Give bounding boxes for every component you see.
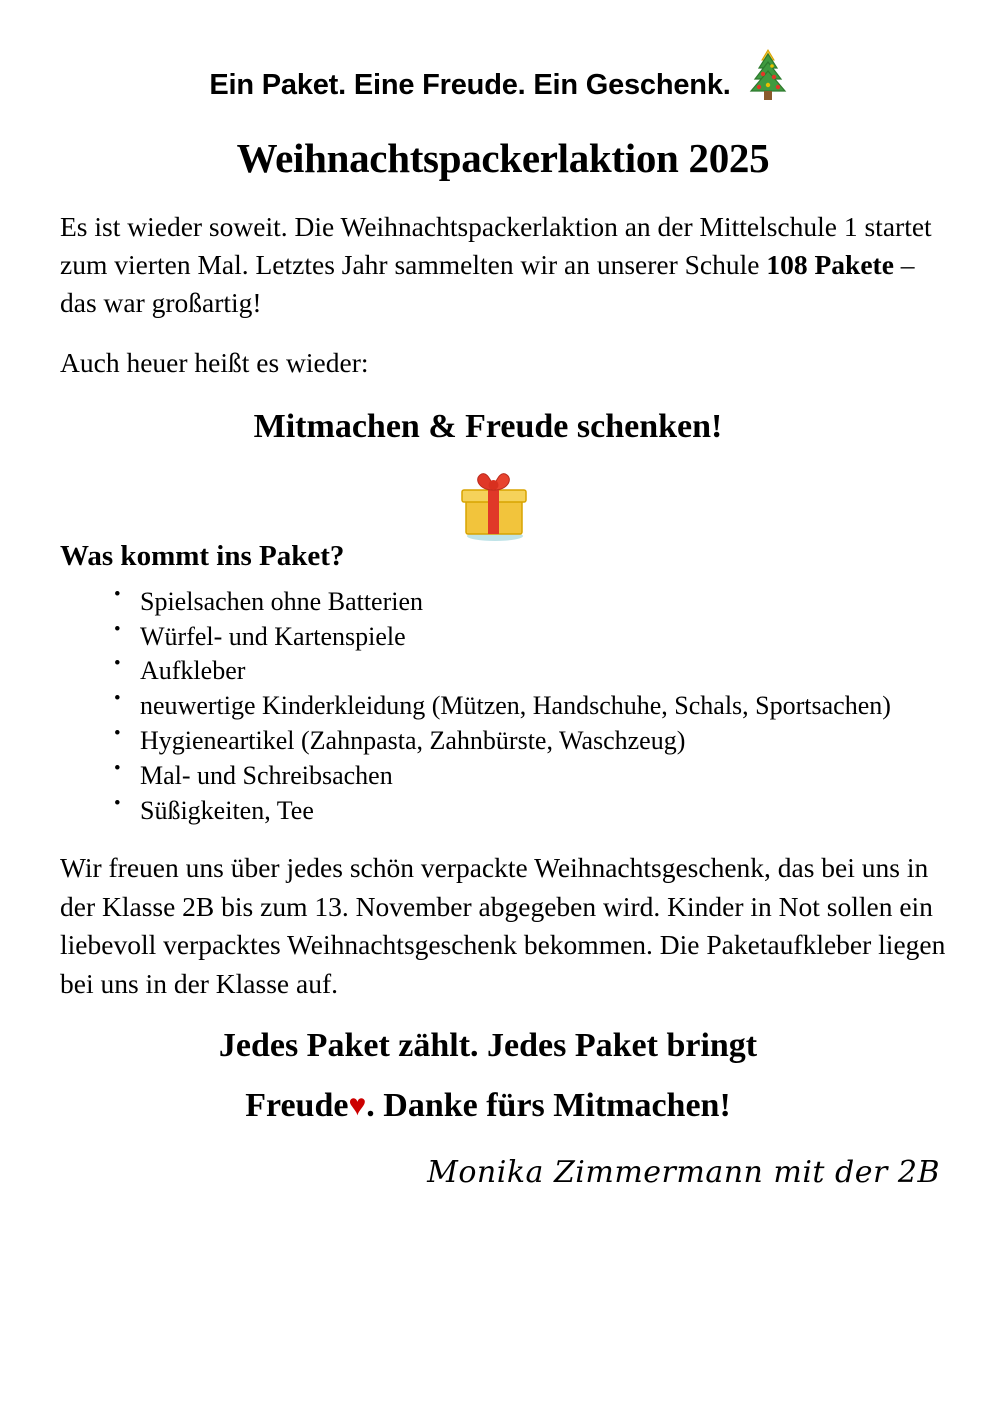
final-line-second-text-b: . Danke fürs Mitmachen! [366, 1087, 731, 1125]
gift-image-container [60, 466, 946, 546]
list-item: • neuwertige Kinderkleidung (Mützen, Handschuhe, Schals, Sportsachen) [138, 689, 946, 723]
signature: Monika Zimmermann mit der 2B [427, 1155, 940, 1191]
tagline [60, 46, 946, 112]
slogan: Mitmachen & Freude schenken! [253, 407, 723, 445]
intro-paragraph [60, 208, 946, 322]
intro-text-part2: – das war großartig! [60, 248, 915, 318]
closing-paragraph: Wir freuen uns über jedes schön verpackte Weihnachtsgeschenk, das bei uns in der Klasse 2B bis zum 13. November abgegeben wird. Kinder in Not sollen ein liebevoll verpacktes Weihnachtsgeschenk bekommen. Die Paketaufkleber liegen bei uns in der Klasse auf. [60, 852, 946, 999]
final-line-first: Jedes Paket zählt. Jedes Paket bringt [218, 1027, 758, 1065]
list-item: • Mal- und Schreibsachen [138, 759, 946, 793]
section-heading-contents: Was kommt ins Paket? [60, 539, 345, 572]
gift-box-icon [450, 531, 536, 548]
lead-in-line: Auch heuer heißt es wieder: [60, 346, 369, 378]
list-item: • Spielsachen ohne Batterien [138, 585, 946, 619]
tagline-text: Ein Paket. Eine Freude. Ein Geschenk. [209, 69, 731, 101]
package-contents-list [60, 585, 946, 828]
final-line-second [60, 1087, 946, 1125]
intro-text-part1: Es ist wieder soweit. Die Weihnachtspackerlaktion an der Mittelschule 1 startet zum vierten Mal. Letztes Jahr sammelten wir an unserer Schule [60, 211, 932, 280]
list-item: • Aufkleber [138, 654, 946, 688]
list-item: • Süßigkeiten, Tee [138, 794, 946, 828]
page-title: Weihnachtspackerlaktion 2025 [236, 135, 770, 181]
christmas-tree-icon [739, 46, 797, 112]
intro-highlight: 108 Pakete [766, 248, 894, 280]
final-line-second-text-a: Freude [245, 1087, 349, 1125]
list-item: • Hygieneartikel (Zahnpasta, Zahnbürste, Waschzeug) [138, 724, 946, 758]
list-item: • Würfel- und Kartenspiele [138, 620, 946, 654]
heart-icon: ♥ [348, 1089, 367, 1123]
